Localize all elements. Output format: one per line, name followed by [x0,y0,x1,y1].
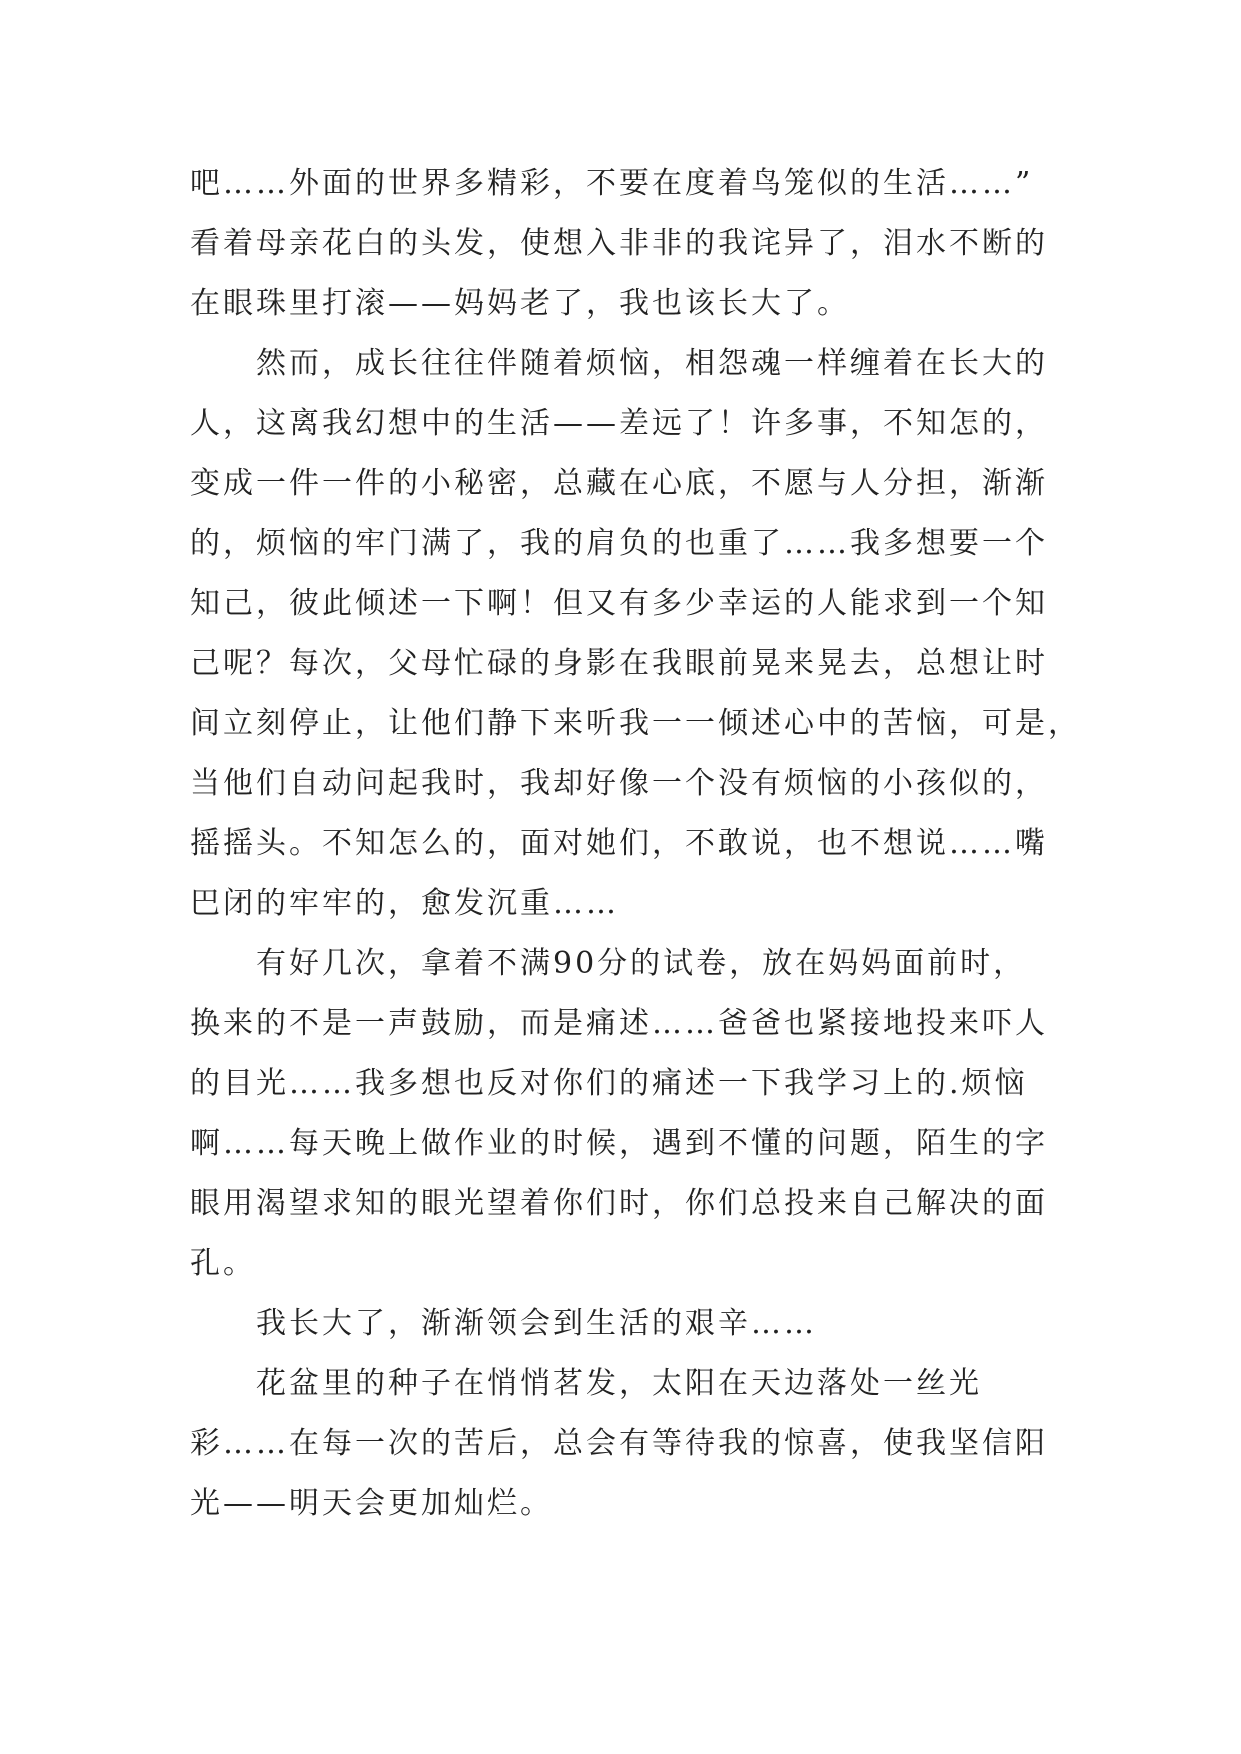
document-body [190,154,1081,1534]
paragraph-start-line: 有好几次，拿着不满90分的试卷，放在妈妈面前时， [256,946,1027,981]
text-line: 看着母亲花白的头发，使想入非非的我诧异了，泪水不断的 [190,226,1048,261]
text-line: 变成一件一件的小秘密，总藏在心底，不愿与人分担，渐渐 [190,466,1048,501]
text-line: 的，烦恼的牢门满了，我的肩负的也重了……我多想要一个 [190,526,1048,561]
text-line: 吧……外面的世界多精彩，不要在度着鸟笼似的生活……” [190,166,1034,201]
text-line: 的目光……我多想也反对你们的痛述一下我学习上的.烦恼 [190,1066,1028,1101]
text-line: 知己，彼此倾述一下啊！但又有多少幸运的人能求到一个知 [190,586,1048,621]
text-line: 己呢？每次，父母忙碌的身影在我眼前晃来晃去，总想让时 [190,646,1048,681]
text-line: 眼用渴望求知的眼光望着你们时，你们总投来自己解决的面 [190,1186,1048,1221]
text-line: 摇摇头。不知怎么的，面对她们，不敢说，也不想说……嘴 [190,826,1048,861]
text-line: 孔。 [190,1246,256,1281]
paragraph-start-line: 我长大了，渐渐领会到生活的艰辛…… [256,1306,817,1341]
text-line: 光——明天会更加灿烂。 [190,1486,553,1521]
text-line: 人，这离我幻想中的生活——差远了！许多事，不知怎的， [190,406,1048,441]
text-line: 间立刻停止，让他们静下来听我一一倾述心中的苦恼，可是， [190,706,1081,741]
text-line: 啊……每天晚上做作业的时候，遇到不懂的问题，陌生的字 [190,1126,1048,1161]
text-line: 在眼珠里打滚——妈妈老了，我也该长大了。 [190,286,850,321]
paragraph-start-line: 然而，成长往往伴随着烦恼，相怨魂一样缠着在长大的 [256,346,1048,381]
text-line: 当他们自动问起我时，我却好像一个没有烦恼的小孩似的， [190,766,1048,801]
text-line: 彩……在每一次的苦后，总会有等待我的惊喜，使我坚信阳 [190,1426,1048,1461]
text-line: 巴闭的牢牢的，愈发沉重…… [190,886,619,921]
text-line: 换来的不是一声鼓励，而是痛述……爸爸也紧接地投来吓人 [190,1006,1048,1041]
paragraph-start-line: 花盆里的种子在悄悄茗发，太阳在天边落处一丝光 [256,1366,982,1401]
